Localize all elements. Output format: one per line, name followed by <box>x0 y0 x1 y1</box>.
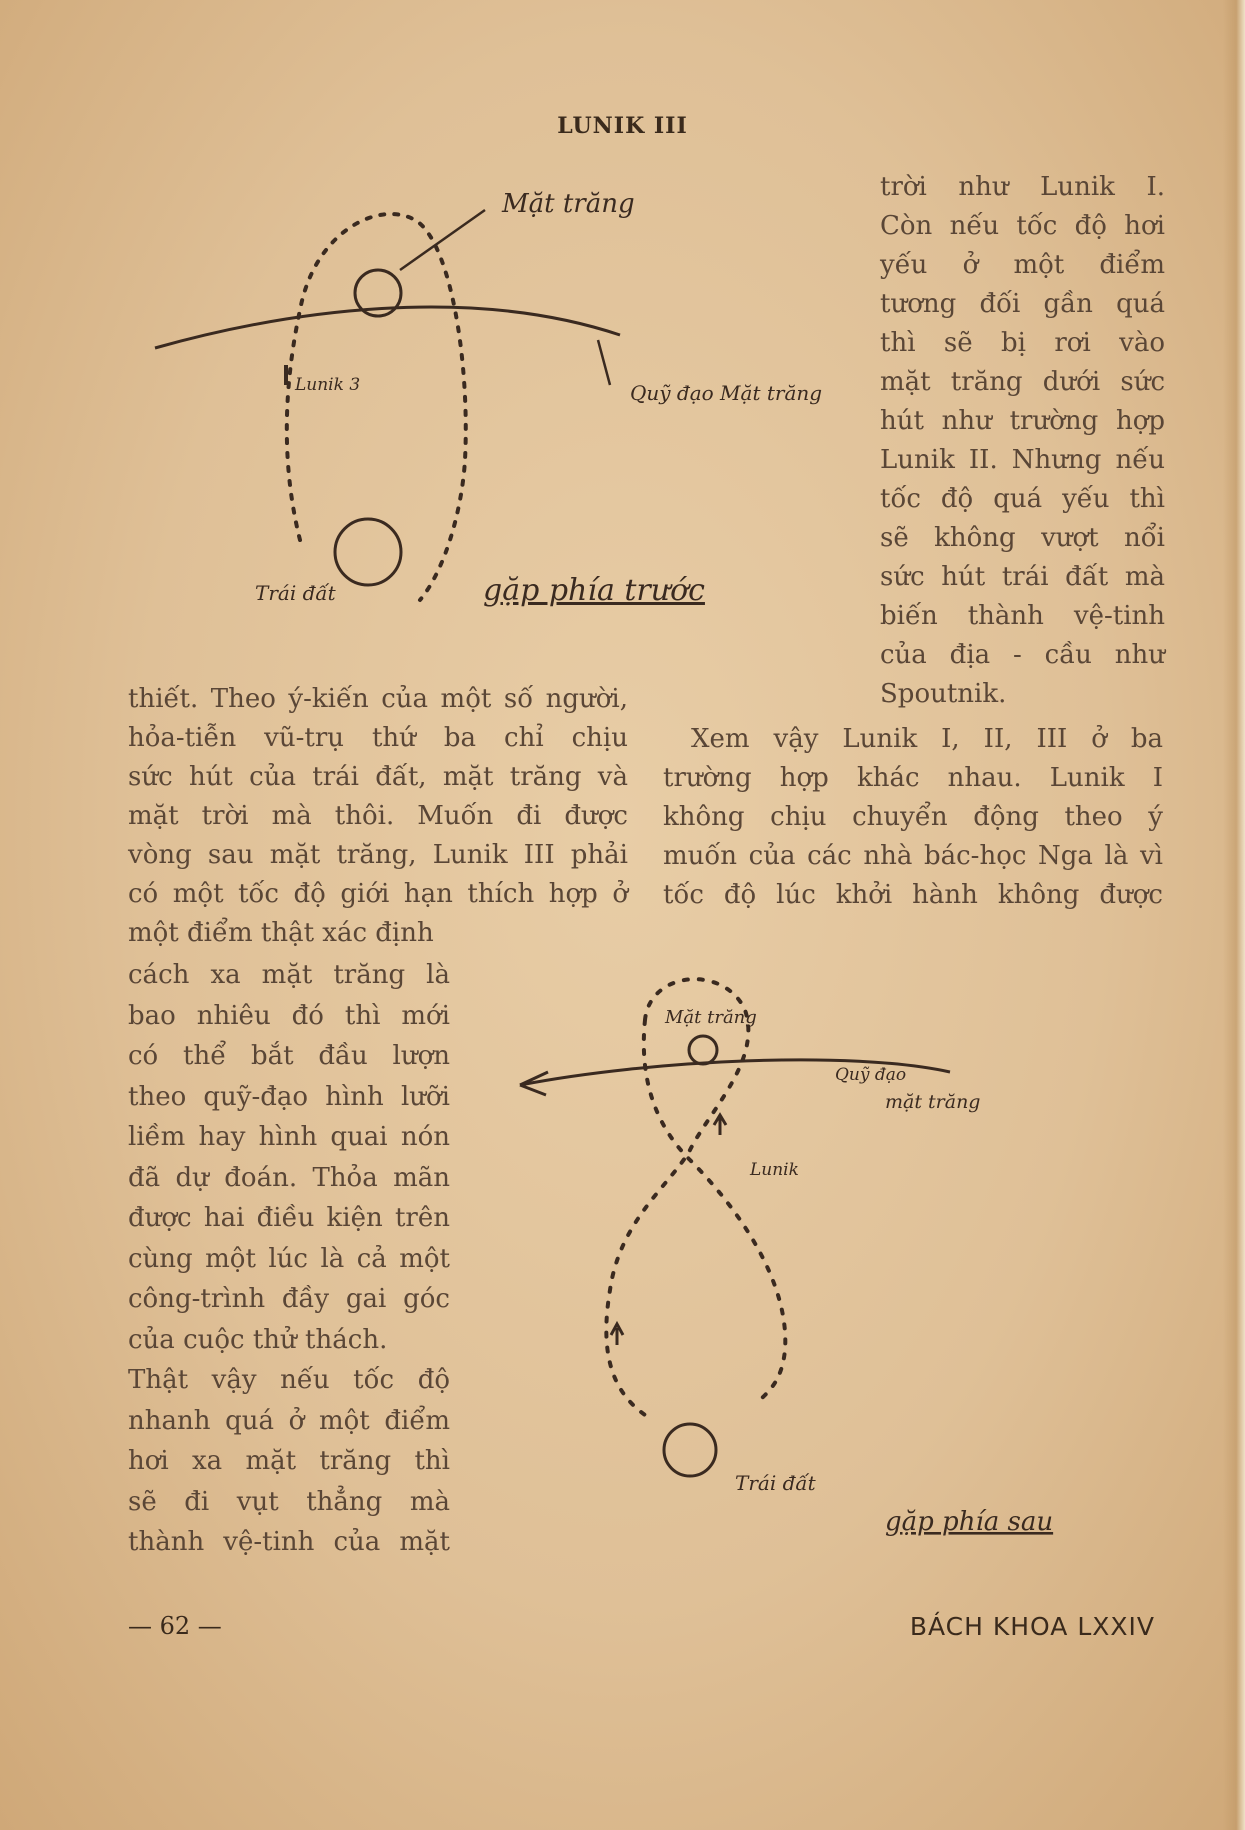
label-orbit-1: Quỹ đạo <box>835 1065 907 1085</box>
text-line: trường hợp khác nhau. Lunik I <box>663 763 1163 793</box>
text-line: tương đối gần quá <box>880 289 1165 319</box>
diagram-bottom <box>500 950 1160 1537</box>
text-line: yếu ở một điểm <box>880 250 1165 280</box>
text-line: thì sẽ bị rơi vào <box>880 328 1165 358</box>
text-line: sức hút trái đất mà <box>880 562 1165 592</box>
label-earth: Trái đất <box>255 581 336 605</box>
earth-circle <box>664 1424 716 1476</box>
text-line: theo quỹ-đạo hình lưỡi <box>128 1081 450 1112</box>
text-line: không chịu chuyển động theo ý <box>663 802 1163 832</box>
text-line: nhanh quá ở một điểm <box>128 1405 450 1436</box>
diagram-top <box>140 160 823 640</box>
text-line: sức hút của trái đất, mặt trăng và <box>128 762 628 792</box>
label-lunik: Lunik 3 <box>295 375 361 395</box>
text-line: Thật vậy nếu tốc độ <box>128 1365 450 1395</box>
text-line: liềm hay hình quai nón <box>128 1122 450 1152</box>
text-line: vòng sau mặt trăng, Lunik III phải <box>128 840 628 870</box>
text-line: tốc độ quá yếu thì <box>880 484 1165 514</box>
running-header: LUNIK III <box>557 113 688 139</box>
caption-top: gặp phía trước <box>483 573 705 608</box>
text-line: cùng một lúc là cả một <box>128 1243 450 1274</box>
column-left-bottom <box>128 955 450 1563</box>
text-line: muốn của các nhà bác-học Nga là vì <box>663 841 1163 871</box>
text-line: hơi xa mặt trăng thì <box>128 1446 450 1476</box>
text-line: Spoutnik. <box>880 679 1007 709</box>
caption-bottom: gặp phía sau <box>885 1507 1054 1537</box>
text-line: thiết. Theo ý-kiến của một số người, <box>128 684 628 714</box>
text-line: được hai điều kiện trên <box>128 1203 450 1233</box>
page-edge <box>1223 0 1245 1830</box>
text-line: thành vệ-tinh của mặt <box>128 1527 450 1557</box>
column-left-mid <box>128 680 628 953</box>
text-line: của địa - cầu như <box>880 640 1165 670</box>
label-orbit: Quỹ đạo Mặt trăng <box>630 381 823 405</box>
text-line: hút như trường hợp <box>880 406 1165 436</box>
label-lunik: Lunik <box>750 1160 799 1180</box>
text-line: có thể bắt đầu lượn <box>128 1041 450 1071</box>
text-line: biến thành vệ-tinh <box>880 601 1165 631</box>
column-right-mid <box>663 720 1163 915</box>
text-line: Xem vậy Lunik I, II, III ở ba <box>691 724 1163 754</box>
publication-footer: BÁCH KHOA LXXIV <box>909 1612 1155 1641</box>
text-line: đã dự đoán. Thỏa mãn <box>128 1162 450 1193</box>
label-earth: Trái đất <box>735 1471 816 1495</box>
text-line: bao nhiêu đó thì mới <box>128 1000 450 1031</box>
earth-circle <box>335 519 401 585</box>
lunik-trajectory <box>606 979 785 1415</box>
text-line: có một tốc độ giới hạn thích hợp ở <box>128 879 628 909</box>
text-line: Còn nếu tốc độ hơi <box>880 211 1165 241</box>
text-line: mặt trời mà thôi. Muốn đi được <box>128 801 628 831</box>
text-line: của cuộc thử thách. <box>128 1324 388 1355</box>
text-line: một điểm thật xác định <box>128 918 434 948</box>
text-line: trời như Lunik I. <box>880 172 1165 202</box>
text-line: công-trình đầy gai góc <box>128 1284 450 1314</box>
text-line: mặt trăng dưới sức <box>880 367 1165 397</box>
label-orbit-2: mặt trăng <box>885 1091 981 1113</box>
label-moon: Mặt trăng <box>502 189 635 219</box>
lunik-trajectory <box>287 214 466 600</box>
text-line: tốc độ lúc khởi hành không được <box>663 880 1163 910</box>
column-right-top <box>880 168 1165 714</box>
text-line: Lunik II. Nhưng nếu <box>880 445 1165 475</box>
text-line: hỏa-tiễn vũ-trụ thứ ba chỉ chịu <box>128 723 628 753</box>
page-number: — 62 — <box>128 1612 222 1640</box>
moon-circle <box>689 1036 717 1064</box>
text-line: sẽ đi vụt thẳng mà <box>128 1486 450 1517</box>
label-moon: Mặt trăng <box>665 1007 757 1028</box>
text-line: cách xa mặt trăng là <box>128 960 450 990</box>
text-line: sẽ không vượt nổi <box>880 523 1165 553</box>
